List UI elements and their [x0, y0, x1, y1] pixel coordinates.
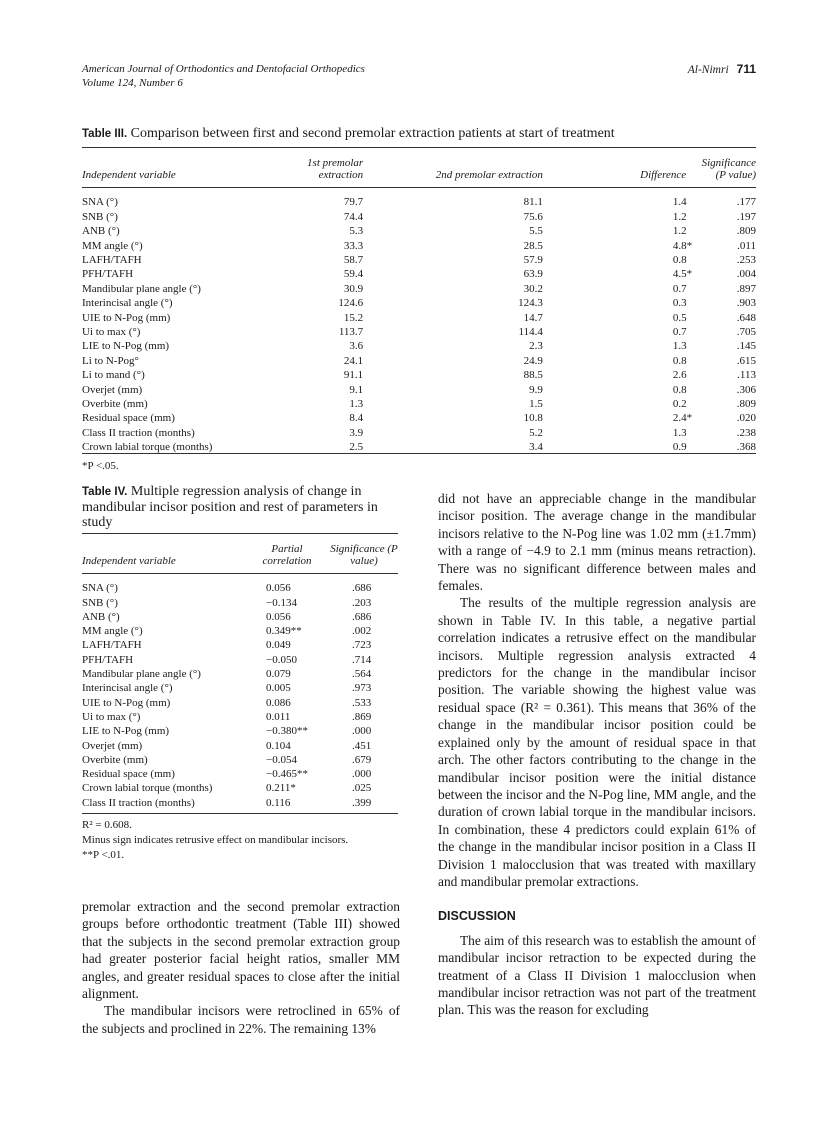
table4-caption-text: Multiple regression analysis of change in mandibular incisor position and rest of parameters in study	[82, 484, 378, 530]
table4	[82, 540, 398, 810]
row-label: Class II traction (months)	[82, 426, 195, 439]
cell-value: 10.8	[523, 412, 543, 425]
table-row	[82, 311, 756, 325]
table-row	[82, 796, 398, 810]
cell-value: .004	[736, 268, 756, 281]
row-label: MM angle (°)	[82, 625, 143, 638]
cell-value: 5.5	[529, 225, 543, 238]
row-label: ANB (°)	[82, 225, 120, 238]
cell-value: 113.7	[338, 326, 364, 339]
row-label: ANB (°)	[82, 610, 120, 623]
row-label: SNA (°)	[82, 582, 118, 595]
cell-value: .002	[352, 625, 372, 638]
table-row	[82, 253, 756, 267]
cell-value: 2.3	[529, 340, 543, 353]
cell-value: .686	[352, 610, 372, 623]
cell-value: .903	[736, 297, 756, 310]
cell-value: 1.5	[529, 398, 543, 411]
table-row	[82, 368, 756, 382]
cell-value: .000	[352, 768, 372, 781]
row-label: Residual space (mm)	[82, 768, 175, 781]
cell-value: 0.049	[266, 639, 291, 652]
cell-value: 0.005	[266, 682, 291, 695]
table-row	[82, 282, 756, 296]
cell-value: .025	[352, 782, 372, 795]
row-label: Li to mand (°)	[82, 369, 145, 382]
table3-header-2nd: 2nd premolar extraction	[435, 169, 543, 181]
row-label: Ui to max (°)	[82, 326, 141, 339]
cell-value: 5.2	[529, 426, 543, 439]
table4-top-rule	[82, 533, 398, 534]
cell-value: .253	[736, 254, 756, 267]
table-row	[82, 638, 398, 652]
table4-footnotes	[82, 818, 348, 863]
cell-value: .306	[736, 383, 756, 396]
table3-footnote: *P <.05.	[82, 460, 119, 472]
cell-value: 1.3	[349, 398, 364, 411]
row-label: Li to N-Pog°	[82, 354, 139, 367]
running-header-journal	[82, 62, 365, 90]
cell-value: 4.8*	[672, 239, 693, 252]
table-row	[82, 724, 398, 738]
cell-value: 30.2	[523, 282, 543, 295]
table3-header-1st: 1st premolar extraction	[307, 157, 364, 181]
table-row	[82, 781, 398, 795]
table-row	[82, 339, 756, 353]
cell-value: .203	[352, 596, 372, 609]
cell-value: 0.7	[672, 282, 687, 295]
table-row	[82, 239, 756, 253]
cell-value: .679	[352, 753, 372, 766]
paragraph: premolar extraction and the second premolar extraction groups before orthodontic treatment (Table III) showed that the subjects in the second premolar extraction group had greater posterior facial height ratios, smaller MM angles, and greater residual spaces to close after the initial alignment.	[82, 899, 400, 1002]
cell-value: 24.9	[523, 354, 543, 367]
cell-value: 91.1	[343, 369, 364, 382]
cell-value: 0.8	[672, 254, 687, 267]
table-row	[82, 296, 756, 310]
cell-value: 9.1	[349, 383, 364, 396]
cell-value: 63.9	[523, 268, 543, 281]
cell-value: .973	[352, 682, 372, 695]
cell-value: 81.1	[523, 196, 543, 209]
cell-value: .648	[736, 311, 756, 324]
row-label: LAFH/TAFH	[82, 254, 142, 267]
table-row	[82, 267, 756, 281]
table-row	[82, 624, 398, 638]
row-label: Interincisal angle (°)	[82, 682, 173, 695]
cell-value: −0.380**	[266, 725, 308, 738]
table4-header-correlation: Partial correlation	[262, 543, 312, 567]
table-row	[82, 397, 756, 411]
table4-footnote-r2: R² = 0.608.	[82, 819, 132, 831]
cell-value: −0.054	[266, 753, 297, 766]
row-label: SNB (°)	[82, 596, 118, 609]
row-label: Mandibular plane angle (°)	[82, 668, 201, 681]
cell-value: .145	[736, 340, 756, 353]
cell-value: 0.116	[266, 796, 291, 809]
table-row	[82, 354, 756, 368]
cell-value: 0.349**	[266, 625, 302, 638]
cell-value: 79.7	[343, 196, 364, 209]
row-label: Ui to max (°)	[82, 710, 141, 723]
cell-value: 0.2	[672, 398, 687, 411]
cell-value: 88.5	[523, 369, 543, 382]
cell-value: 74.4	[343, 210, 364, 223]
cell-value: 33.3	[343, 239, 364, 252]
table4-bottom-rule	[82, 813, 398, 814]
row-label: PFH/TAFH	[82, 653, 134, 666]
table-row	[82, 767, 398, 781]
cell-value: 24.1	[343, 354, 364, 367]
table4-footnote-minus: Minus sign indicates retrusive effect on mandibular incisors.	[82, 834, 349, 846]
row-label: PFH/TAFH	[82, 268, 134, 281]
cell-value: 57.9	[523, 254, 543, 267]
row-label: Overbite (mm)	[82, 753, 148, 766]
cell-value: .197	[736, 210, 756, 223]
row-label: Crown labial torque (months)	[82, 782, 213, 795]
cell-value: 0.056	[266, 610, 291, 623]
cell-value: 1.2	[672, 225, 687, 238]
row-label: Overjet (mm)	[82, 739, 143, 752]
cell-value: 124.6	[338, 297, 364, 310]
journal-volume: Volume 124, Number 6	[82, 77, 183, 89]
cell-value: .809	[736, 225, 756, 238]
table-row	[82, 739, 398, 753]
paragraph: The aim of this research was to establish the amount of mandibular incisor retraction to be expected during the treatment of a Class II Division 1 malocclusion when mandibular incisor retraction was not part of the treatment plan. This was the reason for excluding	[438, 932, 756, 1018]
table-row	[82, 596, 398, 610]
table-row	[82, 411, 756, 425]
table4-caption	[82, 484, 400, 530]
table-row	[82, 195, 756, 209]
cell-value: .686	[352, 582, 372, 595]
row-label: Residual space (mm)	[82, 412, 175, 425]
cell-value: 30.9	[343, 282, 364, 295]
cell-value: 0.011	[266, 710, 291, 723]
cell-value: .897	[736, 282, 756, 295]
cell-value: .869	[352, 710, 372, 723]
cell-value: .451	[352, 739, 372, 752]
cell-value: 0.086	[266, 696, 291, 709]
table3-caption-text: Comparison between first and second premolar extraction patients at start of treatment	[130, 126, 615, 141]
paragraph: did not have an appreciable change in the mandibular incisor position. The average change in the mandibular incisors relative to the N-Pog line was 1.02 mm (±1.7mm) with a range of −4.9 to 2.1 mm (minus means retraction). There was no significant difference between males and females.	[438, 491, 756, 594]
table3-header-significance: Significance (P value)	[701, 157, 756, 181]
cell-value: .809	[736, 398, 756, 411]
row-label: Crown labial torque (months)	[82, 441, 213, 454]
left-column-text	[82, 898, 400, 1037]
cell-value: .113	[737, 369, 756, 382]
row-label: MM angle (°)	[82, 239, 143, 252]
cell-value: .705	[736, 326, 756, 339]
row-label: LIE to N-Pog (mm)	[82, 725, 170, 738]
table4-header-variable: Independent variable	[82, 555, 176, 567]
table-row	[82, 426, 756, 440]
cell-value: 3.6	[349, 340, 364, 353]
cell-value: 0.079	[266, 668, 291, 681]
table4-footnote-p: **P <.01.	[82, 849, 125, 861]
cell-value: 3.9	[349, 426, 364, 439]
cell-value: 124.3	[518, 297, 543, 310]
cell-value: 0.8	[672, 383, 687, 396]
row-label: Interincisal angle (°)	[82, 297, 173, 310]
table-row	[82, 667, 398, 681]
cell-value: 0.9	[672, 441, 687, 454]
cell-value: 1.3	[672, 340, 687, 353]
row-label: Overjet (mm)	[82, 383, 143, 396]
cell-value: 0.5	[672, 311, 687, 324]
cell-value: 1.2	[672, 210, 687, 223]
table-row	[82, 710, 398, 724]
cell-value: 5.3	[349, 225, 364, 238]
cell-value: .723	[352, 639, 372, 652]
row-label: Class II traction (months)	[82, 796, 195, 809]
table-row	[82, 581, 398, 595]
table-row	[82, 696, 398, 710]
journal-name: American Journal of Orthodontics and Dentofacial Orthopedics	[82, 63, 365, 75]
row-label: Overbite (mm)	[82, 398, 148, 411]
table4-header-significance: Significance (P value)	[330, 543, 398, 567]
cell-value: 0.104	[266, 739, 291, 752]
table-row	[82, 753, 398, 767]
table3-header-variable: Independent variable	[82, 169, 176, 181]
running-header-page	[688, 62, 756, 76]
row-label: UIE to N-Pog (mm)	[82, 311, 171, 324]
cell-value: 0.211*	[266, 782, 296, 795]
cell-value: .615	[736, 354, 756, 367]
row-label: Mandibular plane angle (°)	[82, 282, 201, 295]
paragraph: The results of the multiple regression analysis are shown in Table IV. In this table, a negative partial correlation indicates a retrusive effect on the mandibular incisors. Multiple regression analysis extracted 4 predictors for the change in the mandibular incisor position. The variable showing the highest value was residual space (R² = 0.361). This means that 36% of the change in the mandibular incisor position could be explained only by the amount of residual space in that arch. The other factors contributing to the change in the mandibular incisor position were the initial distance between the incisor and the N-Pog line, MM angle, and the duration of crown labial torque in the mandibular incisors. In combination, these 4 predictors could explain 61% of the change in the mandibular incisor position in a Class II Division 1 malocclusion that was treated with maxillary and mandibular premolar extractions.	[438, 595, 756, 889]
author-name: Al-Nimri	[687, 64, 729, 76]
row-label: SNB (°)	[82, 210, 118, 223]
table3-label: Table III.	[82, 128, 128, 140]
cell-value: 8.4	[349, 412, 364, 425]
cell-value: −0.465**	[266, 768, 308, 781]
cell-value: .399	[352, 796, 372, 809]
cell-value: 1.4	[672, 196, 687, 209]
cell-value: 3.4	[529, 441, 543, 454]
right-column-text	[438, 490, 756, 1019]
cell-value: 59.4	[343, 268, 364, 281]
table-row	[82, 325, 756, 339]
table3-header-rule	[82, 187, 756, 188]
cell-value: 58.7	[343, 254, 364, 267]
cell-value: 28.5	[523, 239, 543, 252]
page-number: 711	[736, 62, 756, 76]
table-row	[82, 681, 398, 695]
cell-value: −0.050	[266, 653, 297, 666]
paragraph: The mandibular incisors were retroclined in 65% of the subjects and proclined in 22%. The remaining 13%	[82, 1003, 400, 1036]
table3-bottom-rule	[82, 453, 756, 454]
cell-value: .238	[736, 426, 756, 439]
table-row	[82, 210, 756, 224]
cell-value: 0.8	[672, 354, 687, 367]
table4-header-rule	[82, 573, 398, 574]
cell-value: .000	[352, 725, 372, 738]
cell-value: 0.7	[672, 326, 687, 339]
cell-value: 2.6	[672, 369, 687, 382]
cell-value: .714	[352, 653, 372, 666]
table3	[82, 154, 756, 455]
row-label: UIE to N-Pog (mm)	[82, 696, 171, 709]
row-label: LAFH/TAFH	[82, 639, 142, 652]
table-row	[82, 610, 398, 624]
cell-value: 4.5*	[672, 268, 693, 281]
cell-value: .368	[736, 441, 756, 454]
table3-top-rule	[82, 147, 756, 148]
cell-value: 1.3	[672, 426, 687, 439]
table-row	[82, 653, 398, 667]
cell-value: 75.6	[523, 210, 543, 223]
cell-value: 15.2	[343, 311, 364, 324]
cell-value: 2.5	[349, 441, 364, 454]
table-row	[82, 224, 756, 238]
cell-value: .533	[352, 696, 372, 709]
cell-value: .564	[352, 668, 372, 681]
section-heading-discussion: DISCUSSION	[438, 909, 516, 924]
row-label: SNA (°)	[82, 196, 118, 209]
cell-value: 0.056	[266, 582, 291, 595]
cell-value: .020	[736, 412, 756, 425]
cell-value: 14.7	[523, 311, 543, 324]
table4-label: Table IV.	[82, 486, 128, 498]
table3-header-difference: Difference	[640, 169, 687, 181]
cell-value: .011	[737, 239, 756, 252]
row-label: LIE to N-Pog (mm)	[82, 340, 170, 353]
cell-value: −0.134	[266, 596, 297, 609]
cell-value: 0.3	[672, 297, 687, 310]
cell-value: 9.9	[529, 383, 543, 396]
cell-value: 114.4	[518, 326, 543, 339]
cell-value: .177	[736, 196, 756, 209]
cell-value: 2.4*	[672, 412, 693, 425]
table-row	[82, 383, 756, 397]
table3-caption	[82, 126, 762, 142]
